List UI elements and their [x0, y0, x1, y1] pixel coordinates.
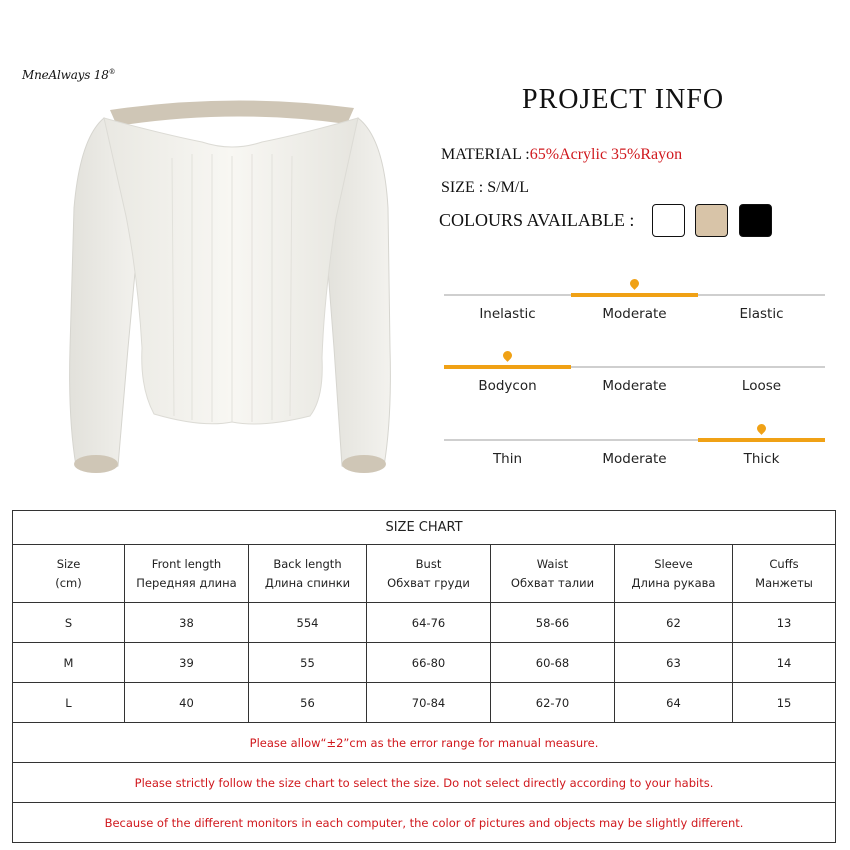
column-header-line: Передняя длина	[136, 575, 237, 590]
table-cell: 64	[615, 683, 733, 723]
table-cell: M	[13, 643, 125, 683]
colour-swatch[interactable]	[739, 204, 772, 237]
colour-swatch[interactable]	[652, 204, 685, 237]
table-cell: 38	[125, 603, 249, 643]
scale-label: Loose	[741, 378, 782, 394]
table-cell: 554	[249, 603, 367, 643]
brand-name: MneAlways 18	[22, 68, 109, 82]
location-pin-icon	[501, 349, 514, 362]
size-chart-note: Please allow“±2”cm as the error range for manual measure.	[13, 723, 836, 763]
material-label: MATERIAL :	[441, 146, 530, 163]
column-header-line: Манжеты	[755, 575, 813, 590]
column-header-line: Sleeve	[654, 556, 693, 571]
colours-label: COLOURS AVAILABLE :	[439, 210, 635, 230]
table-cell: 70-84	[367, 683, 491, 723]
column-header-line: Size	[56, 556, 81, 571]
column-header	[733, 545, 836, 603]
table-row	[13, 643, 836, 683]
scale-label: Moderate	[602, 306, 667, 322]
column-header	[125, 545, 249, 603]
location-pin-icon	[628, 277, 641, 290]
table-cell: 62-70	[491, 683, 615, 723]
table-cell: L	[13, 683, 125, 723]
scale-row	[444, 439, 825, 479]
column-header-line: Front length	[151, 556, 222, 571]
size-chart-note: Because of the different monitors in each computer, the color of pictures and objects may be slightly different.	[13, 803, 836, 843]
table-cell: 58-66	[491, 603, 615, 643]
table-cell: 40	[125, 683, 249, 723]
table-cell: 63	[615, 643, 733, 683]
material-value: 65%Acrylic 35%Rayon	[529, 146, 683, 163]
colour-swatch[interactable]	[695, 204, 728, 237]
column-header-line: Back length	[273, 556, 342, 571]
column-header-line: Обхват талии	[510, 575, 595, 590]
brand-logo	[22, 68, 115, 82]
scale-label: Thick	[743, 451, 780, 467]
scale-active-segment	[444, 365, 571, 369]
project-info-title: PROJECT INFO	[522, 84, 725, 115]
material-line	[441, 146, 682, 164]
column-header	[491, 545, 615, 603]
column-header-line: Waist	[536, 556, 569, 571]
column-header-line: Длина спинки	[264, 575, 351, 590]
column-header	[13, 545, 125, 603]
table-cell: 60-68	[491, 643, 615, 683]
scale-label: Moderate	[602, 451, 667, 467]
column-header-line: Обхват груди	[387, 575, 470, 590]
scale-row	[444, 294, 825, 334]
table-cell: 14	[733, 643, 836, 683]
table-cell: 64-76	[367, 603, 491, 643]
column-header-line: (cm)	[55, 575, 82, 590]
scale-label: Inelastic	[479, 306, 536, 322]
column-header-line: Длина рукава	[631, 575, 716, 590]
column-header	[249, 545, 367, 603]
registered-mark: ®	[108, 68, 116, 76]
table-cell: 62	[615, 603, 733, 643]
size-chart-note: Please strictly follow the size chart to select the size. Do not select directly according to your habits.	[13, 763, 836, 803]
table-cell: 15	[733, 683, 836, 723]
size-line: SIZE : S/M/L	[441, 179, 530, 196]
column-header-line: Bust	[415, 556, 442, 571]
column-header	[615, 545, 733, 603]
table-cell: 66-80	[367, 643, 491, 683]
column-header	[367, 545, 491, 603]
table-row	[13, 603, 836, 643]
table-cell: 39	[125, 643, 249, 683]
table-row	[13, 683, 836, 723]
scale-label: Thin	[492, 451, 523, 467]
scale-label: Moderate	[602, 378, 667, 394]
table-cell: 56	[249, 683, 367, 723]
table-cell: 55	[249, 643, 367, 683]
scale-row	[444, 366, 825, 406]
location-pin-icon	[755, 422, 768, 435]
table-cell: 13	[733, 603, 836, 643]
size-chart-table	[12, 510, 836, 843]
size-chart-title: SIZE CHART	[13, 511, 836, 545]
scale-active-segment	[698, 438, 825, 442]
column-header-line: Cuffs	[769, 556, 799, 571]
scale-active-segment	[571, 293, 698, 297]
scale-label: Bodycon	[478, 378, 537, 394]
table-cell: S	[13, 603, 125, 643]
product-image	[62, 98, 402, 488]
scale-label: Elastic	[739, 306, 784, 322]
